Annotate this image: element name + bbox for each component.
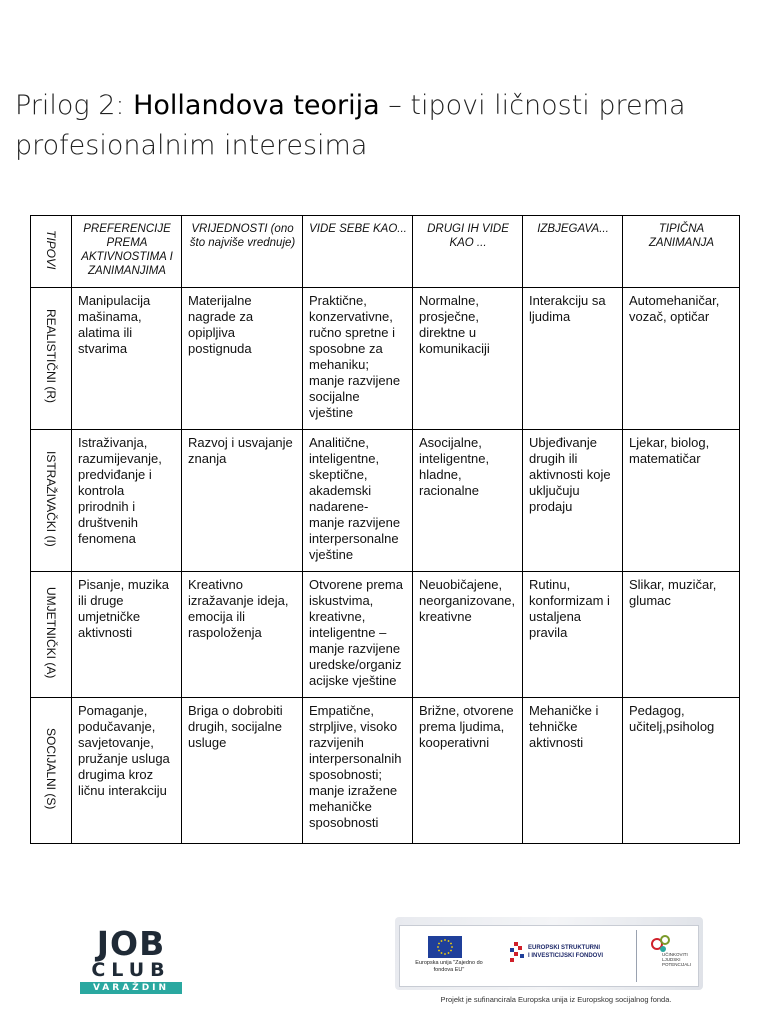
- table-cell: Pomaganje, podučavanje, savjetovanje, pružanje usluga drugima kroz ličnu interakciju: [72, 698, 182, 844]
- table-row: [31, 572, 740, 698]
- croatia-checkered-icon: [508, 940, 528, 966]
- logo-club-text: CLUB: [91, 959, 171, 981]
- row-type: [31, 430, 72, 572]
- title-bold: Hollandova teorija: [133, 90, 380, 121]
- esf-line1: EUROPSKI STRUKTURNI: [528, 945, 601, 951]
- table-cell: Brižne, otvorene prema ljudima, kooperativni: [413, 698, 523, 844]
- eu-funding-banner: [395, 917, 703, 990]
- header-cell: IZBJEGAVA...: [523, 216, 623, 288]
- row-type-label: ISTRAŽIVAČKI (I): [44, 450, 58, 547]
- table-cell: Briga o dobrobiti drugih, socijalne usluge: [182, 698, 303, 844]
- table-cell: Ljekar, biolog, matematičar: [623, 430, 740, 572]
- table-cell: Ubjeđivanje drugih ili aktivnosti koje uključuju prodaju: [523, 430, 623, 572]
- row-type-label: REALISTIČNI (R): [44, 309, 58, 404]
- table-cell: Razvoj i usvajanje znanja: [182, 430, 303, 572]
- table-cell: Neuobičajene, neorganizovane, kreativne: [413, 572, 523, 698]
- esf-line2: I INVESTICIJSKI FONDOVI: [528, 953, 604, 959]
- table-cell: Materijalne nagrade za opipljiva postignuda: [182, 288, 303, 430]
- table-cell: Mehaničke i tehničke aktivnosti: [523, 698, 623, 844]
- row-type-label: SOCIJALNI (S): [44, 727, 58, 810]
- title-prefix: Prilog 2:: [15, 90, 134, 121]
- table-header-row: [31, 216, 740, 288]
- footnote: Projekt je sufinancirala Europska unija iz Europskog socijalnog fonda.: [440, 995, 672, 1004]
- table-row: [31, 430, 740, 572]
- row-type: [31, 698, 72, 844]
- esf-side-text: UČINKOVITI LJUDSKI POTENCIJALI: [662, 952, 692, 967]
- table-cell: Interakciju sa ljudima: [523, 288, 623, 430]
- row-type: [31, 572, 72, 698]
- table-cell: Istraživanja, razumijevanje, predviđanje i kontrola prirodnih i društvenih fenomena: [72, 430, 182, 572]
- esf-text: [528, 944, 628, 960]
- table-cell: Otvorene prema iskustvima, kreativne, inteligentne – manje razvijene uredske/organiz acijske vještine: [303, 572, 413, 698]
- holland-table: [30, 215, 740, 844]
- title-suffix: – tipovi ličnosti prema profesionalnim interesima: [15, 90, 686, 161]
- page-title: [15, 86, 755, 166]
- table-cell: Praktične, konzervativne, ručno spretne i sposobne za mehaniku; manje razvijene socijalne vještine: [303, 288, 413, 430]
- table-cell: Rutinu, konformizam i ustaljena pravila: [523, 572, 623, 698]
- header-cell: VIDE SEBE KAO...: [303, 216, 413, 288]
- table-row: [31, 288, 740, 430]
- table-cell: Pedagog, učitelj,psiholog: [623, 698, 740, 844]
- table-cell: Automehaničar, vozač, optičar: [623, 288, 740, 430]
- table-cell: Analitične, inteligentne, skeptične, akademski nadarene- manje razvijene interpersonalne vještine: [303, 430, 413, 572]
- eu-caption: Europska unija "Zajedno do fondova EU": [415, 960, 483, 973]
- table-cell: Slikar, muzičar, glumac: [623, 572, 740, 698]
- header-cell: TIPIČNA ZANIMANJA: [623, 216, 740, 288]
- logo-job-text: JOB: [96, 924, 166, 963]
- job-club-logo: [80, 924, 182, 994]
- header-corner-label: TIPOVI: [44, 229, 58, 270]
- row-type-label: UMJETNIČKI (A): [44, 586, 58, 679]
- row-type: [31, 288, 72, 430]
- table-cell: Kreativno izražavanje ideja, emocija ili raspoloženja: [182, 572, 303, 698]
- table-cell: Normalne, prosječne, direktne u komunikaciji: [413, 288, 523, 430]
- eu-flag-icon: [428, 936, 462, 958]
- table-cell: Pisanje, muzika ili druge umjetničke aktivnosti: [72, 572, 182, 698]
- header-cell: DRUGI IH VIDE KAO ...: [413, 216, 523, 288]
- table-cell: Manipulacija mašinama, alatima ili stvarima: [72, 288, 182, 430]
- table-cell: Empatične, strpljive, visoko razvijenih interpersonalnih sposobnosti; manje izražene mehaničke sposobnosti: [303, 698, 413, 844]
- table-row: [31, 698, 740, 844]
- eu-banner-inner: [399, 925, 699, 987]
- logo-city-text: VARAŽDIN: [80, 982, 182, 994]
- header-cell: VRIJEDNOSTI (ono što najviše vrednuje): [182, 216, 303, 288]
- banner-divider: [636, 930, 637, 982]
- header-cell: PREFERENCIJE PREMA AKTIVNOSTIMA I ZANIMANJIMA: [72, 216, 182, 288]
- header-corner: [31, 216, 72, 288]
- table-cell: Asocijalne, inteligentne, hladne, racionalne: [413, 430, 523, 572]
